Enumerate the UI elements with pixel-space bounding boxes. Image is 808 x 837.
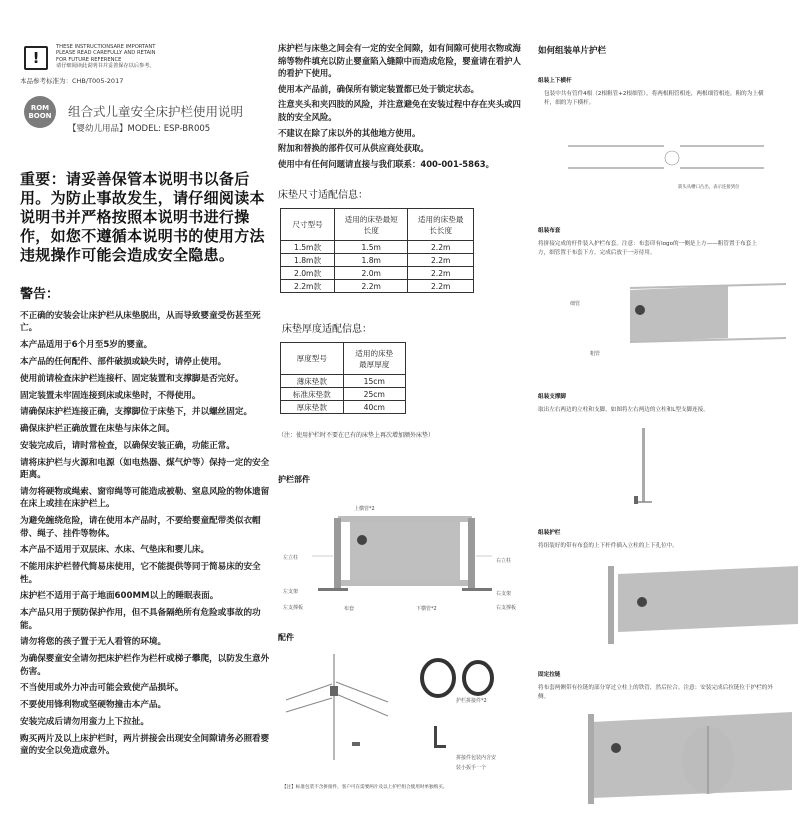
step-text: 取出左右两边的立柱和支脚，如图将左右两边的立柱和L型支脚连接。 — [538, 407, 709, 413]
important-notice: 重要：请妥善保管本说明书以备后用。为防止事故发生，请仔细阅读本说明书并严格按照本说明书进行操作，如您不遵循本说明书的使用方法违规操作可能会造成安全隐患。 — [20, 170, 265, 264]
table-row: 薄床垫款 15cm — [281, 375, 406, 388]
thickness-table-title: 床垫厚度适配信息： — [282, 324, 372, 335]
pipe-label: 细管 — [570, 301, 581, 307]
product-title: 组合式儿童安全床护栏使用说明 — [68, 104, 244, 119]
list-item: 不要使用锋利物或坚硬物撞击本产品。 — [20, 700, 167, 711]
list-item: 使用中有任何问题请直接与我们联系：400-001-5863。 — [278, 158, 494, 169]
model-line: 【婴幼儿用品】MODEL: ESP-BR005 — [68, 124, 211, 134]
parts-title: 护栏部件 — [278, 475, 310, 484]
brand-logo: ROM BOON — [24, 96, 56, 128]
thickness-table — [280, 342, 406, 414]
step4-diagram — [608, 562, 798, 652]
step-title: 组装布套 — [538, 228, 561, 234]
list-item: 为避免缠绕危险，请在使用本产品时，不要给婴童配带类似衣帽带、绳子、挂件等物体。 — [20, 516, 261, 539]
accessories-footnote: 【注】标准包装不含拼接件，客户可在需要两片及以上护栏组合使用时单独购买。 — [282, 785, 448, 790]
part-label: 布套 — [344, 606, 355, 612]
step-title: 组装支撑脚 — [538, 394, 566, 400]
accessory-label: 护栏拼接件*2 — [456, 698, 487, 704]
list-item: 床护栏不适用于高于地面600MM以上的睡眠表面。 — [20, 591, 219, 602]
step-caption: 箭头从槽口凸出，表示连接到位 — [678, 185, 740, 190]
thickness-note: （注：使用护栏时不要在已有的床垫上再次增加额外床垫） — [278, 432, 435, 439]
exclamation-icon: ! — [24, 46, 48, 70]
step-title: 固定拉链 — [538, 672, 561, 678]
step2-diagram — [608, 280, 788, 360]
part-label: 下横管*2 — [416, 606, 437, 612]
list-item: 不能用床护栏替代简易床使用，它不能提供等同于简易床的安全性。 — [20, 562, 261, 585]
warning-title: 警告： — [20, 287, 60, 302]
size-table — [280, 208, 474, 293]
table-row: 2.2m款 2.2m 2.2m — [281, 280, 474, 293]
standard-code: 本品参考标准为：CHB/T005-2017 — [20, 77, 124, 85]
list-item: 为确保婴童安全请勿把床护栏作为栏杆或梯子攀爬，以防发生意外伤害。 — [20, 654, 270, 677]
table-row: 厚床垫款 40cm — [281, 401, 406, 414]
list-item: 请确保床护栏连接正确，支撑脚位于床垫下，并以螺丝固定。 — [20, 407, 253, 418]
list-item: 使用本产品前，确保所有锁定装置都已处于锁定状态。 — [278, 83, 479, 94]
accessories-title: 配件 — [278, 633, 294, 642]
step5-diagram — [588, 708, 798, 808]
list-item: 不当使用或外力冲击可能会致使产品损坏。 — [20, 683, 184, 694]
list-item: 本产品只用于预防保护作用，但不具备隔绝所有危险或事故的功能。 — [20, 608, 261, 631]
step-text: 将拼接完成的杆件装入护栏布套。注意：布套印有logo的一侧是上方——粗管置于布套上方，细管置于布套下方。完成后放于一旁待用。 — [538, 241, 757, 256]
list-item: 使用前请检查床护栏连接杆、固定装置和支撑脚是否完好。 — [20, 373, 244, 384]
step-title: 组装护栏 — [538, 530, 561, 536]
part-label: 上横管*2 — [354, 506, 375, 512]
part-label: 右支架 — [496, 591, 512, 597]
table-header: 尺寸型号 — [281, 209, 335, 241]
size-table-title: 床垫尺寸适配信息： — [278, 190, 368, 201]
list-item: 本产品不适用于双层床、水床、气垫床和婴儿床。 — [20, 545, 210, 556]
table-header: 适用的床垫最长长度 — [408, 209, 474, 241]
table-row: 1.8m款 1.8m 2.2m — [281, 254, 474, 267]
step3-diagram — [628, 426, 668, 508]
table-header: 厚度型号 — [281, 343, 344, 375]
step-text: 将组装好的带有布套的上下杆件插入立柱的上下孔位中。 — [538, 543, 678, 549]
list-item: 请勿将硬物或绳索、窗帘绳等可能造成被勒、窒息风险的物体遗留在床上或挂在床护栏上。 — [20, 486, 270, 510]
warning-list — [20, 310, 272, 762]
part-label: 左立柱 — [283, 555, 299, 561]
table-header: 适用的床垫最厚厚度 — [343, 343, 406, 375]
safety-notes — [278, 42, 528, 173]
pipe-label: 粗管 — [590, 351, 601, 357]
part-label: 左支架 — [283, 589, 299, 595]
step-text: 包装中共有管件4根（2根粗管+2根细管），将两根粗管相连，两根细管相连，粗的为上横杆，细的为下横杆。 — [544, 91, 764, 106]
table-row: 2.0m款 2.0m 2.2m — [281, 267, 474, 280]
list-item: 本产品的任何配件、部件破损或缺失时，请停止使用。 — [20, 357, 227, 367]
instruction-notice: THESE INSTRUCTIONSARE IMPORTANT PLEASE READ CAREFULLY AND RETAIN FOR FUTURE REFERENCE 请仔细阅读此说明书并妥善保存以后参考。 — [56, 44, 156, 69]
assembly-title: 如何组装单片护栏 — [538, 46, 607, 56]
part-label: 右立柱 — [496, 558, 512, 564]
step-text: 将布套两侧带有拉链的部分穿过立柱上的铁管，然后拉合。注意：安装完成后拉链位于护栏的外侧。 — [538, 685, 773, 700]
list-item: 床护栏与床垫之间会有一定的安全间隙，如有间隙可使用衣物或海绵等物件填充以防止婴童陷入缝隙中而造成危险，婴童请在看护人的看护下使用。 — [278, 43, 521, 79]
table-header: 适用的床垫最短长度 — [335, 209, 408, 241]
accessory-label: 装小扳手一个 — [456, 765, 487, 771]
part-label: 左支撑板 — [283, 605, 304, 611]
list-item: 注意夹头和夹四肢的风险，并注意避免在安装过程中存在夹头或四肢的安全风险。 — [278, 99, 521, 122]
list-item: 固定装置未牢固连接到床或床垫时，不得使用。 — [20, 390, 201, 401]
list-item: 附加和替换的部件仅可从供应商处获取。 — [278, 143, 429, 154]
list-item: 安装完成后请勿用蛮力上下拉扯。 — [20, 716, 149, 727]
list-item: 不建议在除了床以外的其他地方使用。 — [278, 127, 421, 138]
table-row: 1.5m款 1.5m 2.2m — [281, 241, 474, 254]
step-title: 组装上下横杆 — [538, 78, 572, 84]
list-item: 确保床护栏正确放置在床垫与床体之间。 — [20, 424, 175, 435]
accessory-label: 拼接件包装内含安 — [456, 755, 497, 761]
list-item: 请将床护栏与火源和电源（如电热器、煤气炉等）保持一定的安全距离。 — [20, 457, 270, 481]
table-row: 标准床垫款 25cm — [281, 388, 406, 401]
list-item: 安装完成后，请时常检查，以确保安装正确，功能正常。 — [20, 440, 235, 451]
step1-diagram — [568, 138, 798, 178]
list-item: 购买两片及以上床护栏时，两片拼接会出现安全间隙请务必照看婴童的安全以免造成意外。 — [20, 733, 270, 757]
list-item: 请勿将您的孩子置于无人看管的环境。 — [20, 637, 167, 648]
list-item: 本产品适用于6个月至5岁的婴童。 — [20, 340, 153, 351]
list-item: 不正确的安装会让床护栏从床垫脱出，从而导致婴童受伤甚至死亡。 — [20, 311, 261, 334]
part-label: 右支撑板 — [496, 605, 517, 611]
parts-diagram — [278, 498, 528, 618]
